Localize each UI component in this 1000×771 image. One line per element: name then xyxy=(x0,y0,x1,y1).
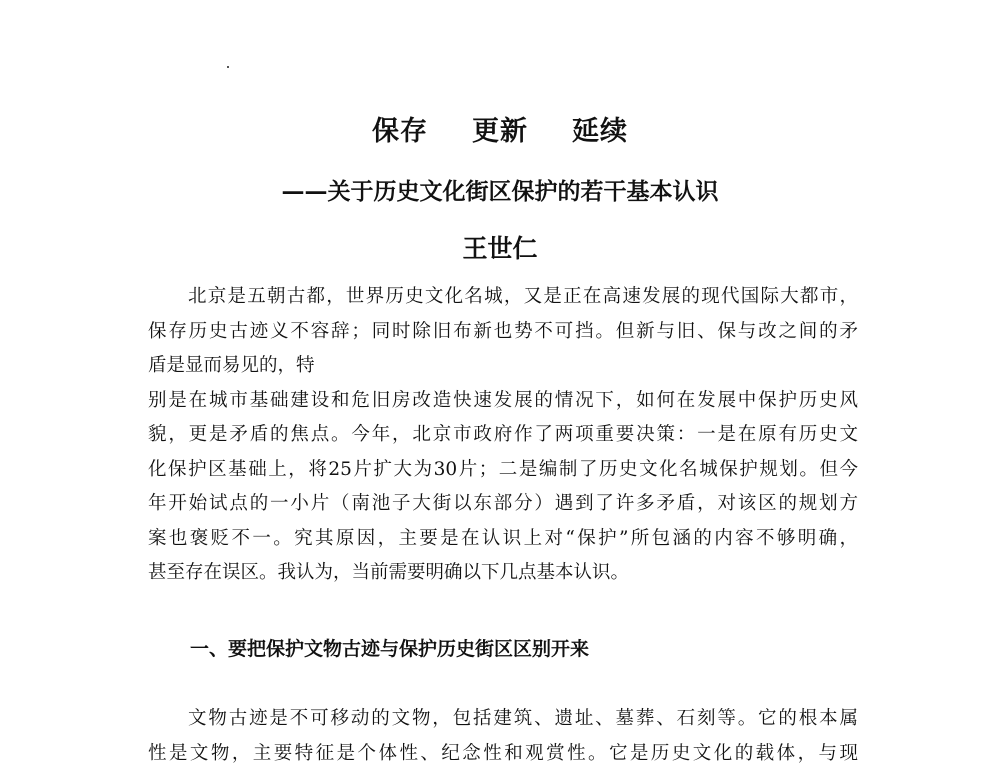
article-subtitle: ——关于历史文化街区保护的若干基本认识 xyxy=(0,174,1000,210)
paragraph-line: 年开始试点的一小片（南池子大街以东部分）遇到了许多矛盾，对该区的规划方 xyxy=(148,487,858,522)
paragraph-line: 性是文物，主要特征是个体性、纪念性和观赏性。它是历史文化的载体，与现 xyxy=(148,737,858,771)
paragraph-line: 盾是显而易见的，特 xyxy=(148,349,858,384)
paragraph-line: 保存历史古迹义不容辞；同时除旧布新也势不可挡。但新与旧、保与改之间的矛 xyxy=(148,315,858,350)
article-author: 王世仁 xyxy=(0,230,1000,268)
title-part-2: 更新 xyxy=(472,112,528,152)
title-part-1: 保存 xyxy=(372,112,428,152)
paragraph-line: 甚至存在误区。我认为，当前需要明确以下几点基本认识。 xyxy=(148,556,858,591)
title-part-3: 延续 xyxy=(572,112,628,152)
section-heading: 一、要把保护文物古迹与保护历史街区区别开来 xyxy=(190,634,589,664)
paragraph-line: 文物古迹是不可移动的文物，包括建筑、遗址、墓葬、石刻等。它的根本属 xyxy=(148,702,858,737)
paragraph-line: 北京是五朝古都，世界历史文化名城，又是正在高速发展的现代国际大都市， xyxy=(148,280,858,315)
article-title xyxy=(0,112,1000,152)
section-paragraph xyxy=(148,702,858,771)
scan-speck xyxy=(227,66,229,68)
intro-paragraph xyxy=(148,280,858,591)
paragraph-line: 案也褒贬不一。究其原因，主要是在认识上对“保护”所包涵的内容不够明确， xyxy=(148,522,858,557)
paragraph-line: 化保护区基础上，将25片扩大为30片；二是编制了历史文化名城保护规划。但今 xyxy=(148,453,858,488)
paragraph-line: 别是在城市基础建设和危旧房改造快速发展的情况下，如何在发展中保护历史风 xyxy=(148,384,858,419)
paragraph-line: 貌，更是矛盾的焦点。今年，北京市政府作了两项重要决策：一是在原有历史文 xyxy=(148,418,858,453)
